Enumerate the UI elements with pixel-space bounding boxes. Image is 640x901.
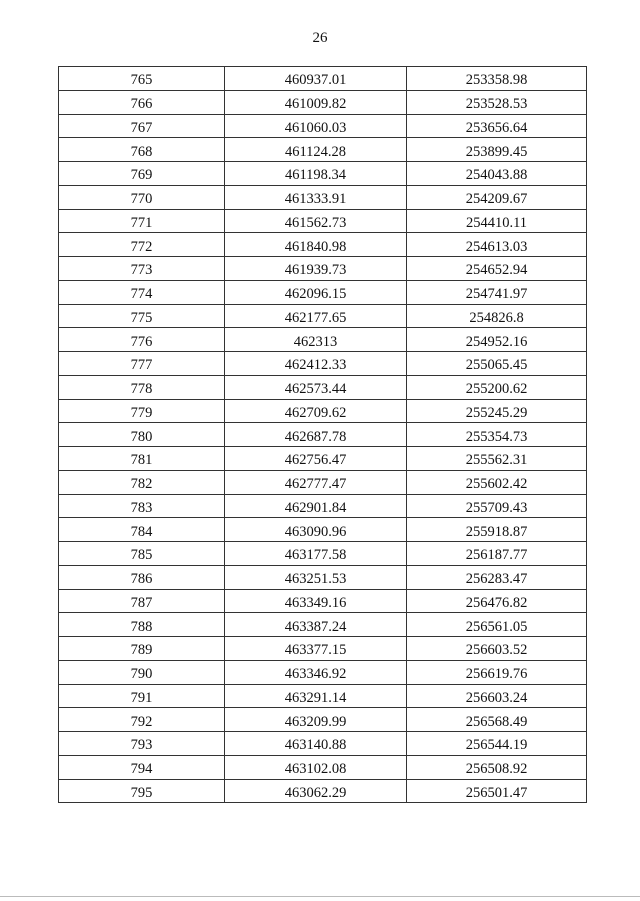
table-row <box>59 470 587 494</box>
point-number-cell: 789 <box>59 637 225 661</box>
point-number-cell: 786 <box>59 565 225 589</box>
point-number-cell: 772 <box>59 233 225 257</box>
table-row <box>59 162 587 186</box>
table-row <box>59 67 587 91</box>
coordinate-table-container <box>58 66 586 803</box>
point-number-cell: 790 <box>59 660 225 684</box>
x-coordinate-cell: 461939.73 <box>225 257 407 281</box>
point-number-cell: 782 <box>59 470 225 494</box>
point-number-cell: 774 <box>59 280 225 304</box>
point-number-cell: 785 <box>59 542 225 566</box>
table-row <box>59 90 587 114</box>
table-row <box>59 637 587 661</box>
x-coordinate-cell: 461562.73 <box>225 209 407 233</box>
coordinate-table <box>58 66 587 803</box>
x-coordinate-cell: 461124.28 <box>225 138 407 162</box>
x-coordinate-cell: 462687.78 <box>225 423 407 447</box>
table-row <box>59 209 587 233</box>
y-coordinate-cell: 254741.97 <box>407 280 587 304</box>
point-number-cell: 766 <box>59 90 225 114</box>
x-coordinate-cell: 463349.16 <box>225 589 407 613</box>
table-row <box>59 684 587 708</box>
point-number-cell: 794 <box>59 755 225 779</box>
table-row <box>59 708 587 732</box>
table-row <box>59 352 587 376</box>
y-coordinate-cell: 254826.8 <box>407 304 587 328</box>
x-coordinate-cell: 462412.33 <box>225 352 407 376</box>
x-coordinate-cell: 461333.91 <box>225 185 407 209</box>
table-row <box>59 447 587 471</box>
point-number-cell: 771 <box>59 209 225 233</box>
y-coordinate-cell: 255354.73 <box>407 423 587 447</box>
y-coordinate-cell: 256544.19 <box>407 732 587 756</box>
point-number-cell: 779 <box>59 399 225 423</box>
y-coordinate-cell: 255245.29 <box>407 399 587 423</box>
page-bottom-divider <box>0 896 640 897</box>
table-row <box>59 779 587 803</box>
point-number-cell: 773 <box>59 257 225 281</box>
y-coordinate-cell: 255562.31 <box>407 447 587 471</box>
point-number-cell: 792 <box>59 708 225 732</box>
point-number-cell: 777 <box>59 352 225 376</box>
y-coordinate-cell: 254209.67 <box>407 185 587 209</box>
y-coordinate-cell: 254410.11 <box>407 209 587 233</box>
x-coordinate-cell: 461009.82 <box>225 90 407 114</box>
point-number-cell: 765 <box>59 67 225 91</box>
table-row <box>59 660 587 684</box>
y-coordinate-cell: 253358.98 <box>407 67 587 91</box>
y-coordinate-cell: 253656.64 <box>407 114 587 138</box>
point-number-cell: 768 <box>59 138 225 162</box>
y-coordinate-cell: 256561.05 <box>407 613 587 637</box>
y-coordinate-cell: 256603.24 <box>407 684 587 708</box>
x-coordinate-cell: 462177.65 <box>225 304 407 328</box>
y-coordinate-cell: 253528.53 <box>407 90 587 114</box>
y-coordinate-cell: 256187.77 <box>407 542 587 566</box>
table-row <box>59 375 587 399</box>
table-row <box>59 138 587 162</box>
point-number-cell: 780 <box>59 423 225 447</box>
x-coordinate-cell: 462756.47 <box>225 447 407 471</box>
x-coordinate-cell: 461060.03 <box>225 114 407 138</box>
table-row <box>59 328 587 352</box>
y-coordinate-cell: 254652.94 <box>407 257 587 281</box>
x-coordinate-cell: 462777.47 <box>225 470 407 494</box>
table-row <box>59 114 587 138</box>
point-number-cell: 769 <box>59 162 225 186</box>
point-number-cell: 770 <box>59 185 225 209</box>
x-coordinate-cell: 463209.99 <box>225 708 407 732</box>
table-row <box>59 185 587 209</box>
point-number-cell: 767 <box>59 114 225 138</box>
table-row <box>59 613 587 637</box>
point-number-cell: 776 <box>59 328 225 352</box>
table-row <box>59 280 587 304</box>
table-row <box>59 423 587 447</box>
x-coordinate-cell: 463387.24 <box>225 613 407 637</box>
y-coordinate-cell: 255200.62 <box>407 375 587 399</box>
y-coordinate-cell: 255602.42 <box>407 470 587 494</box>
point-number-cell: 793 <box>59 732 225 756</box>
x-coordinate-cell: 463102.08 <box>225 755 407 779</box>
x-coordinate-cell: 460937.01 <box>225 67 407 91</box>
y-coordinate-cell: 254952.16 <box>407 328 587 352</box>
x-coordinate-cell: 462313 <box>225 328 407 352</box>
table-row <box>59 589 587 613</box>
table-row <box>59 304 587 328</box>
point-number-cell: 784 <box>59 518 225 542</box>
x-coordinate-cell: 463140.88 <box>225 732 407 756</box>
point-number-cell: 791 <box>59 684 225 708</box>
point-number-cell: 778 <box>59 375 225 399</box>
x-coordinate-cell: 462573.44 <box>225 375 407 399</box>
table-row <box>59 399 587 423</box>
table-row <box>59 233 587 257</box>
x-coordinate-cell: 463177.58 <box>225 542 407 566</box>
y-coordinate-cell: 256501.47 <box>407 779 587 803</box>
y-coordinate-cell: 253899.45 <box>407 138 587 162</box>
table-row <box>59 565 587 589</box>
point-number-cell: 783 <box>59 494 225 518</box>
x-coordinate-cell: 463251.53 <box>225 565 407 589</box>
table-row <box>59 257 587 281</box>
table-row <box>59 518 587 542</box>
coordinate-table-body <box>59 67 587 803</box>
y-coordinate-cell: 254613.03 <box>407 233 587 257</box>
y-coordinate-cell: 256619.76 <box>407 660 587 684</box>
x-coordinate-cell: 462901.84 <box>225 494 407 518</box>
table-row <box>59 494 587 518</box>
table-row <box>59 542 587 566</box>
y-coordinate-cell: 256508.92 <box>407 755 587 779</box>
point-number-cell: 781 <box>59 447 225 471</box>
page-number: 26 <box>312 30 328 46</box>
x-coordinate-cell: 463291.14 <box>225 684 407 708</box>
x-coordinate-cell: 463090.96 <box>225 518 407 542</box>
x-coordinate-cell: 462096.15 <box>225 280 407 304</box>
y-coordinate-cell: 255918.87 <box>407 518 587 542</box>
y-coordinate-cell: 255065.45 <box>407 352 587 376</box>
x-coordinate-cell: 462709.62 <box>225 399 407 423</box>
y-coordinate-cell: 256283.47 <box>407 565 587 589</box>
x-coordinate-cell: 461198.34 <box>225 162 407 186</box>
table-row <box>59 755 587 779</box>
y-coordinate-cell: 254043.88 <box>407 162 587 186</box>
y-coordinate-cell: 256476.82 <box>407 589 587 613</box>
y-coordinate-cell: 256568.49 <box>407 708 587 732</box>
x-coordinate-cell: 461840.98 <box>225 233 407 257</box>
y-coordinate-cell: 255709.43 <box>407 494 587 518</box>
x-coordinate-cell: 463377.15 <box>225 637 407 661</box>
point-number-cell: 775 <box>59 304 225 328</box>
point-number-cell: 795 <box>59 779 225 803</box>
x-coordinate-cell: 463062.29 <box>225 779 407 803</box>
point-number-cell: 787 <box>59 589 225 613</box>
y-coordinate-cell: 256603.52 <box>407 637 587 661</box>
point-number-cell: 788 <box>59 613 225 637</box>
x-coordinate-cell: 463346.92 <box>225 660 407 684</box>
table-row <box>59 732 587 756</box>
